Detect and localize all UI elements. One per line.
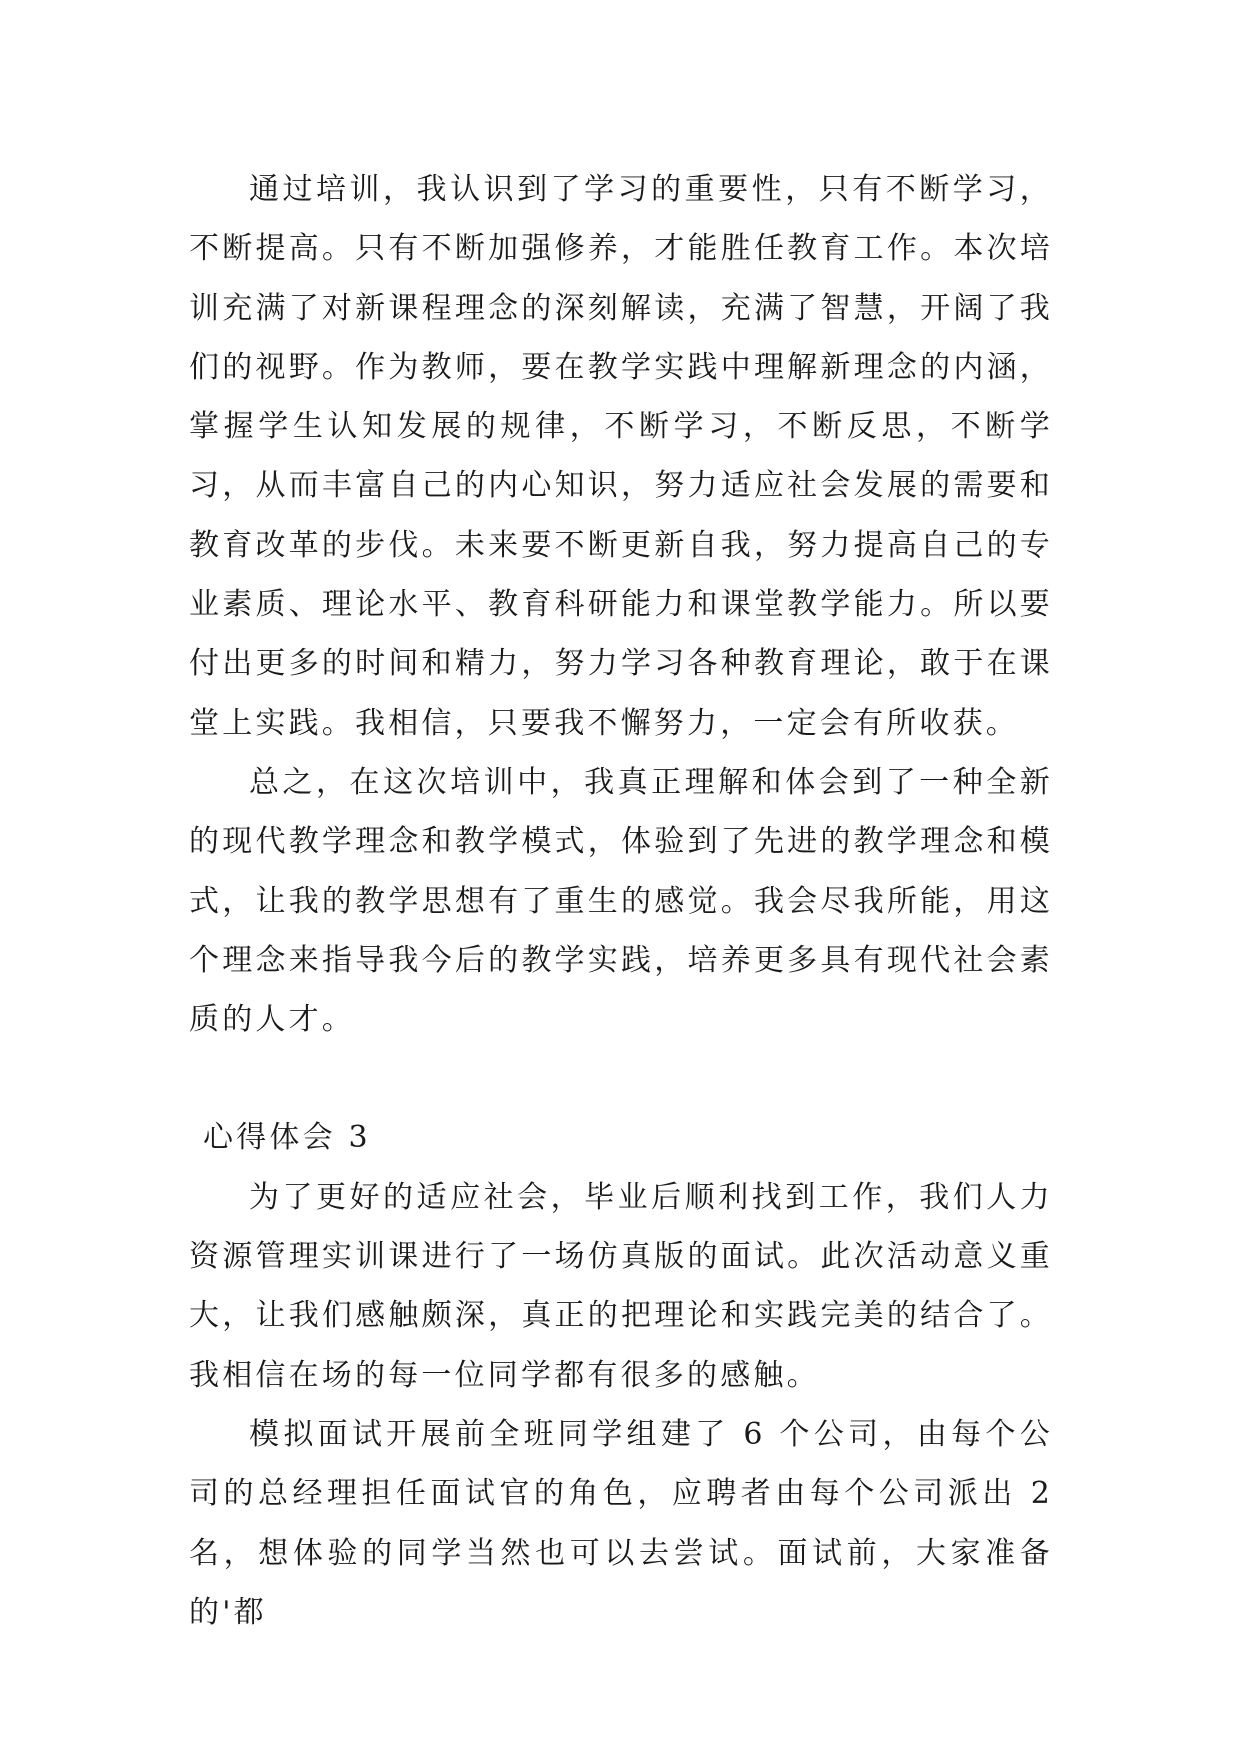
paragraph-mock-interview-setup: 模拟面试开展前全班同学组建了 6 个公司，由每个公司的总经理担任面试官的角色，应聘者由每个公司派出 2 名，想体验的同学当然也可以去尝试。面试前，大家准备的'都 xyxy=(189,1416,1053,1630)
paragraph-summary: 总之，在这次培训中，我真正理解和体会到了一种全新的现代教学理念和教学模式，体验到了先进的教学理念和模式，让我的教学思想有了重生的感觉。我会尽我所能，用这个理念来指导我今后的教学实践，培养更多具有现代社会素质的人才。 xyxy=(189,764,1053,1038)
paragraph-mock-interview-intro: 为了更好的适应社会，毕业后顺利找到工作，我们人力资源管理实训课进行了一场仿真版的面试。此次活动意义重大，让我们感触颇深，真正的把理论和实践完美的结合了。我相信在场的每一位同学都有很多的感触。 xyxy=(189,1179,1053,1393)
section-heading: 心得体会 3 xyxy=(203,1120,371,1156)
paragraph-training-importance: 通过培训，我认识到了学习的重要性，只有不断学习，不断提高。只有不断加强修养，才能胜任教育工作。本次培训充满了对新课程理念的深刻解读，充满了智慧，开阔了我们的视野。作为教师，要在教学实践中理解新理念的内涵，掌握学生认知发展的规律，不断学习，不断反思，不断学习，从而丰富自己的内心知识，努力适应社会发展的需要和教育改革的步伐。未来要不断更新自我，努力提高自己的专业素质、理论水平、教育科研能力和课堂教学能力。所以要付出更多的时间和精力，努力学习各种教育理论，敢于在课堂上实践。我相信，只要我不懈努力，一定会有所收获。 xyxy=(189,172,1053,741)
document-body xyxy=(189,160,1053,1642)
